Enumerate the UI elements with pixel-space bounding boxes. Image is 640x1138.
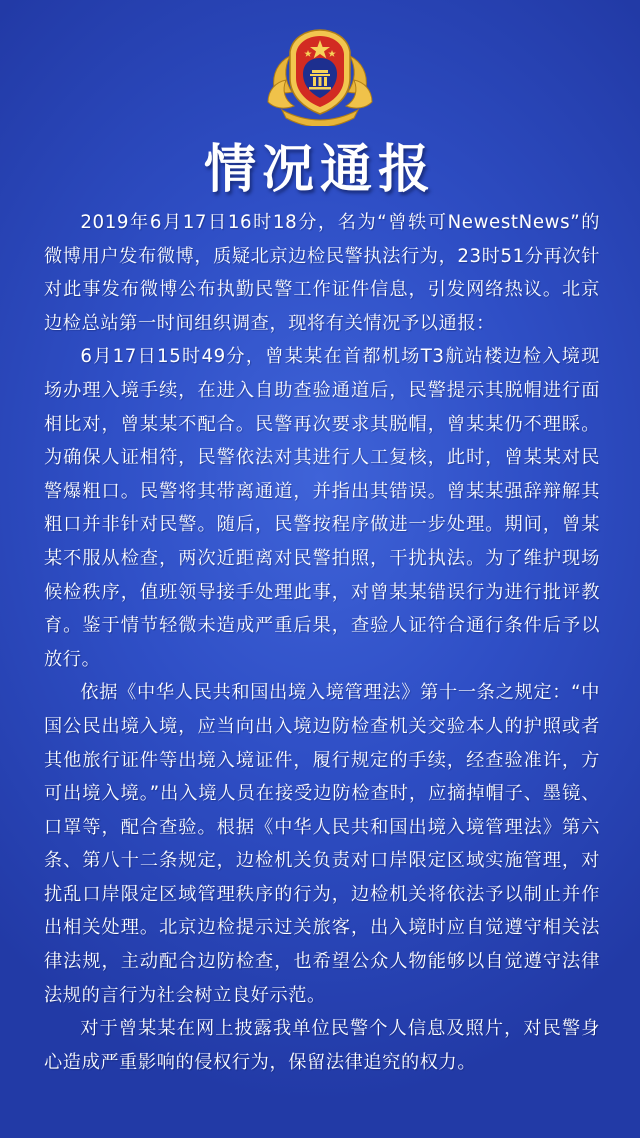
- notice-title: 情况通报: [203, 139, 436, 200]
- police-emblem-icon: [264, 26, 376, 126]
- paragraph-1: 2019年6月17日16时18分，名为“曾轶可NewestNews”的微博用户发布微博，质疑北京边检民警执法行为，23时51分再次针对此事发布微博公布执勤民警工作证件信息，引发网络热议。北京边检总站第一时间组织调查，现将有关情况予以通报：: [44, 212, 600, 334]
- paragraph-2: 6月17日15时49分，曾某某在首都机场T3航站楼边检入境现场办理入境手续，在进入自助查验通道后，民警提示其脱帽进行面相比对，曾某某不配合。民警再次要求其脱帽，曾某某仍不理睬。为确保人证相符，民警依法对其进行人工复核，此时，曾某某对民警爆粗口。民警将其带离通道，并指出其错误。曾某某强辞辩解其粗口并非针对民警。随后，民警按程序做进一步处理。期间，曾某某不服从检查，两次近距离对民警拍照，干扰执法。为了维护现场候检秩序，值班领导接手处理此事，对曾某某错误行为进行批评教育。鉴于情节轻微未造成严重后果，查验人证符合通行条件后予以放行。: [44, 346, 600, 670]
- notice-body: [44, 206, 600, 1079]
- paragraph-4: 对于曾某某在网上披露我单位民警个人信息及照片，对民警身心造成严重影响的侵权行为，保留法律追究的权力。: [44, 1018, 600, 1073]
- paragraph-3: 依据《中华人民共和国出境入境管理法》第十一条之规定：“中国公民出境入境，应当向出入境边防检查机关交验本人的护照或者其他旅行证件等出境入境证件，履行规定的手续，经查验准许，方可出境入境。”出入境人员在接受边防检查时，应摘掉帽子、墨镜、口罩等，配合查验。根据《中华人民共和国出境入境管理法》第六条、第八十二条规定，边检机关负责对口岸限定区域实施管理，对扰乱口岸限定区域管理秩序的行为，边检机关将依法予以制止并作出相关处理。北京边检提示过关旅客，出入境时应自觉遵守相关法律法规，主动配合边防检查，也希望公众人物能够以自觉遵守法律法规的言行为社会树立良好示范。: [44, 682, 600, 1006]
